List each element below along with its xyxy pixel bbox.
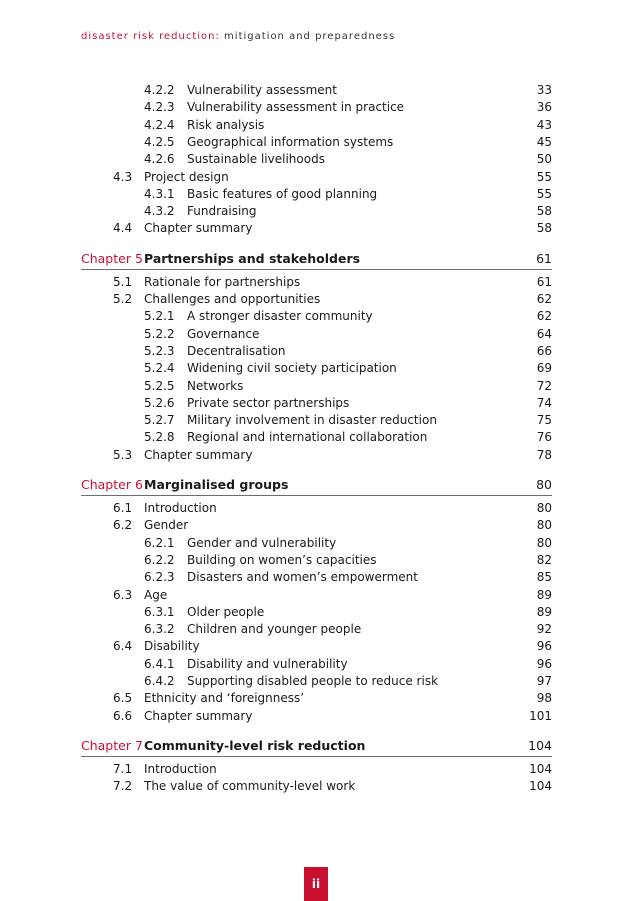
toc-entry-row[interactable] (0, 360, 638, 377)
toc-entry-title: Introduction (144, 761, 217, 776)
toc-entry-number: 5.2.2 (144, 326, 175, 341)
toc-entry-page: 92 (536, 622, 552, 637)
toc-entry-title: Basic features of good planning (187, 186, 378, 201)
toc-entry-row[interactable] (0, 395, 638, 412)
toc-entry-row[interactable] (0, 291, 638, 308)
toc-entry-number: 5.2.6 (144, 395, 175, 410)
toc-entry-page: 80 (536, 518, 552, 533)
toc-entry-page: 80 (536, 535, 552, 550)
toc-entry-row[interactable] (0, 604, 638, 621)
toc-entry-row[interactable] (0, 308, 638, 325)
toc-entry-title: Rationale for partnerships (144, 274, 301, 289)
toc-entry-row[interactable] (0, 552, 638, 569)
toc-entry-title: Project design (144, 169, 229, 184)
toc-entry-number: 4.2.4 (144, 117, 175, 132)
toc-entry-title: Networks (187, 378, 244, 393)
toc-entry-page: 74 (536, 395, 552, 410)
toc-entry-number: 6.3.2 (144, 622, 175, 637)
toc-entry-page: 89 (536, 587, 552, 602)
toc-entry-page: 43 (536, 117, 552, 132)
toc-entry-page: 96 (536, 656, 552, 671)
toc-entry-page: 61 (536, 274, 552, 289)
toc-entry-page: 58 (536, 221, 552, 236)
toc-entry-title: Supporting disabled people to reduce risk (187, 674, 439, 688)
toc-entry-title: A stronger disaster community (187, 309, 373, 324)
toc-entry-page: 72 (536, 378, 552, 393)
toc-entry-page: 97 (536, 674, 552, 688)
toc-entry-row[interactable] (0, 343, 638, 360)
toc-entry-row[interactable] (0, 412, 638, 429)
toc-entry-title: Chapter summary (144, 447, 253, 462)
toc-entry-row[interactable] (0, 656, 638, 673)
toc-entry-title: Challenges and opportunities (144, 292, 321, 306)
toc-entry-number: 5.2.5 (144, 378, 175, 393)
toc-entry-number: 7.1 (113, 761, 133, 776)
chapter-divider (81, 495, 552, 496)
toc-entry-number: 5.3 (113, 447, 133, 462)
toc-entry-number: 6.4 (113, 639, 133, 654)
toc-entry-page: 66 (536, 343, 552, 358)
chapter-divider (81, 756, 552, 757)
toc-entry-number: 6.4.2 (144, 674, 175, 688)
toc-entry-title: Marginalised groups (144, 477, 289, 492)
toc-entry-title: Regional and international collaboration (187, 430, 428, 445)
toc-entry-page: 45 (536, 134, 552, 149)
toc-entry-number: 5.2.7 (144, 413, 175, 428)
toc-entry-number: Chapter 5 (81, 250, 143, 266)
toc-entry-page: 104 (529, 761, 552, 776)
toc-entry-title: Children and younger people (187, 622, 362, 637)
toc-entry-number: 4.2.3 (144, 100, 175, 115)
toc-entry-page: 85 (536, 570, 552, 585)
toc-entry-page: 96 (536, 639, 552, 654)
chapter-divider (81, 269, 552, 270)
toc-entry-number: 6.2 (113, 518, 133, 533)
toc-entry-page: 50 (536, 152, 552, 167)
toc-entry-row[interactable] (0, 517, 638, 534)
toc-entry-row[interactable] (0, 778, 638, 795)
toc-entry-row[interactable] (0, 708, 638, 725)
toc-entry-row[interactable] (0, 82, 638, 99)
toc-entry-title: Age (144, 587, 168, 602)
toc-entry-title: Gender (144, 518, 189, 533)
toc-entry-title: Decentralisation (187, 343, 286, 358)
toc-entry-number: 5.2.4 (144, 361, 175, 376)
toc-entry-page: 78 (536, 447, 552, 462)
toc-entry-page: 98 (536, 691, 552, 706)
toc-entry-page: 80 (536, 501, 552, 515)
toc-entry-title: Vulnerability assessment (187, 83, 337, 97)
toc-entry-title: Risk analysis (187, 117, 265, 132)
toc-entry-page: 69 (536, 361, 552, 376)
page-number-badge: ii (304, 867, 328, 901)
toc-entry-row[interactable] (0, 569, 638, 586)
toc-entry-number: 5.2 (113, 292, 133, 306)
toc-entry-number: Chapter 6 (81, 477, 143, 492)
toc-entry-page: 101 (529, 708, 552, 723)
toc-entry-row[interactable] (0, 326, 638, 343)
toc-entry-number: 6.3.1 (144, 604, 175, 619)
toc-entry-row[interactable] (0, 169, 638, 186)
toc-entry-row[interactable] (0, 429, 638, 446)
toc-entry-number: 6.5 (113, 691, 133, 706)
toc-entry-row[interactable] (0, 117, 638, 134)
toc-entry-title: Disasters and women’s empowerment (187, 570, 418, 585)
toc-entry-page: 36 (536, 100, 552, 115)
toc-entry-row[interactable] (0, 535, 638, 552)
toc-entry-number: 5.2.8 (144, 430, 175, 445)
toc-entry-title: Building on women’s capacities (187, 552, 377, 567)
toc-entry-row[interactable] (0, 621, 638, 638)
toc-entry-title: Chapter summary (144, 221, 253, 236)
toc-entry-row[interactable] (0, 99, 638, 116)
toc-entry-number: 5.2.3 (144, 343, 175, 358)
toc-entry-row[interactable] (0, 134, 638, 151)
toc-entry-title: Older people (187, 604, 265, 619)
toc-entry-title: Widening civil society participation (187, 361, 397, 376)
toc-entry-row[interactable] (0, 638, 638, 655)
toc-entry-title: Sustainable livelihoods (187, 152, 325, 167)
toc-entry-title: Gender and vulnerability (187, 535, 337, 550)
toc-entry-page: 58 (536, 204, 552, 219)
toc-entry-row[interactable] (0, 220, 638, 237)
toc-entry-title: Governance (187, 326, 260, 341)
toc-entry-page: 62 (536, 292, 552, 306)
toc-entry-title: Vulnerability assessment in practice (187, 100, 405, 115)
toc-entry-title: Partnerships and stakeholders (144, 250, 361, 266)
toc-entry-title: The value of community-level work (144, 779, 356, 794)
toc-entry-number: 7.2 (113, 779, 133, 794)
toc-entry-page: 64 (536, 326, 552, 341)
toc-entry-row[interactable] (0, 447, 638, 464)
toc-entry-number: 6.1 (113, 501, 133, 515)
toc-entry-page: 76 (536, 430, 552, 445)
toc-entry-number: 6.2.2 (144, 552, 175, 567)
toc-entry-row[interactable] (0, 274, 638, 291)
toc-entry-page: 62 (536, 309, 552, 324)
toc-entry-title: Ethnicity and ‘foreignness’ (144, 691, 305, 706)
toc-entry-row[interactable] (0, 761, 638, 778)
toc-entry-page: 75 (536, 413, 552, 428)
toc-entry-number: 4.3.2 (144, 204, 175, 219)
toc-chapter-row[interactable] (0, 250, 638, 267)
toc-entry-number: 6.6 (113, 708, 133, 723)
toc-entry-title: Fundraising (187, 204, 257, 219)
toc-entry-row[interactable] (0, 378, 638, 395)
toc-entry-page: 82 (536, 552, 552, 567)
toc-entry-title: Geographical information systems (187, 134, 394, 149)
toc-entry-title: Disability and vulnerability (187, 656, 348, 671)
toc-entry-title: Introduction (144, 501, 217, 515)
toc-chapter-row[interactable] (0, 476, 638, 493)
toc-entry-title: Military involvement in disaster reduction (187, 413, 437, 428)
toc-entry-row[interactable] (0, 186, 638, 203)
toc-entry-page: 104 (528, 737, 552, 753)
toc-entry-number: 6.2.1 (144, 535, 175, 550)
toc-entry-number: Chapter 7 (81, 737, 143, 753)
toc-entry-title: Chapter summary (144, 708, 253, 723)
toc-entry-row[interactable] (0, 500, 638, 517)
toc-entry-page: 80 (536, 477, 552, 492)
toc-entry-row[interactable] (0, 690, 638, 707)
toc-chapter-row[interactable] (0, 737, 638, 754)
toc-entry-number: 5.2.1 (144, 309, 175, 324)
toc-entry-title: Community-level risk reduction (144, 737, 366, 753)
toc-entry-row[interactable] (0, 587, 638, 604)
toc-entry-number: 4.3 (113, 169, 133, 184)
toc-entry-row[interactable] (0, 673, 638, 690)
toc-entry-title: Private sector partnerships (187, 395, 350, 410)
toc-entry-number: 5.1 (113, 274, 133, 289)
toc-entry-number: 4.4 (113, 221, 133, 236)
toc-entry-number: 4.2.2 (144, 83, 175, 97)
toc-entry-row[interactable] (0, 151, 638, 168)
toc-entry-number: 6.4.1 (144, 656, 175, 671)
toc-entry-page: 104 (529, 779, 552, 794)
toc-entry-page: 55 (536, 186, 552, 201)
toc-entry-title: Disability (144, 639, 200, 654)
toc-entry-page: 89 (536, 604, 552, 619)
toc-entry-number: 4.3.1 (144, 186, 175, 201)
running-header-text: mitigation and preparedness (224, 31, 396, 42)
running-header-highlight: disaster risk reduction: (81, 31, 220, 42)
toc-entry-number: 6.3 (113, 587, 133, 602)
toc-entry-number: 4.2.5 (144, 134, 175, 149)
toc-entry-row[interactable] (0, 203, 638, 220)
toc-entry-page: 33 (536, 83, 552, 97)
toc-entry-number: 6.2.3 (144, 570, 175, 585)
toc-entry-page: 55 (536, 169, 552, 184)
toc-entry-page: 61 (536, 250, 552, 266)
toc-entry-number: 4.2.6 (144, 152, 175, 167)
